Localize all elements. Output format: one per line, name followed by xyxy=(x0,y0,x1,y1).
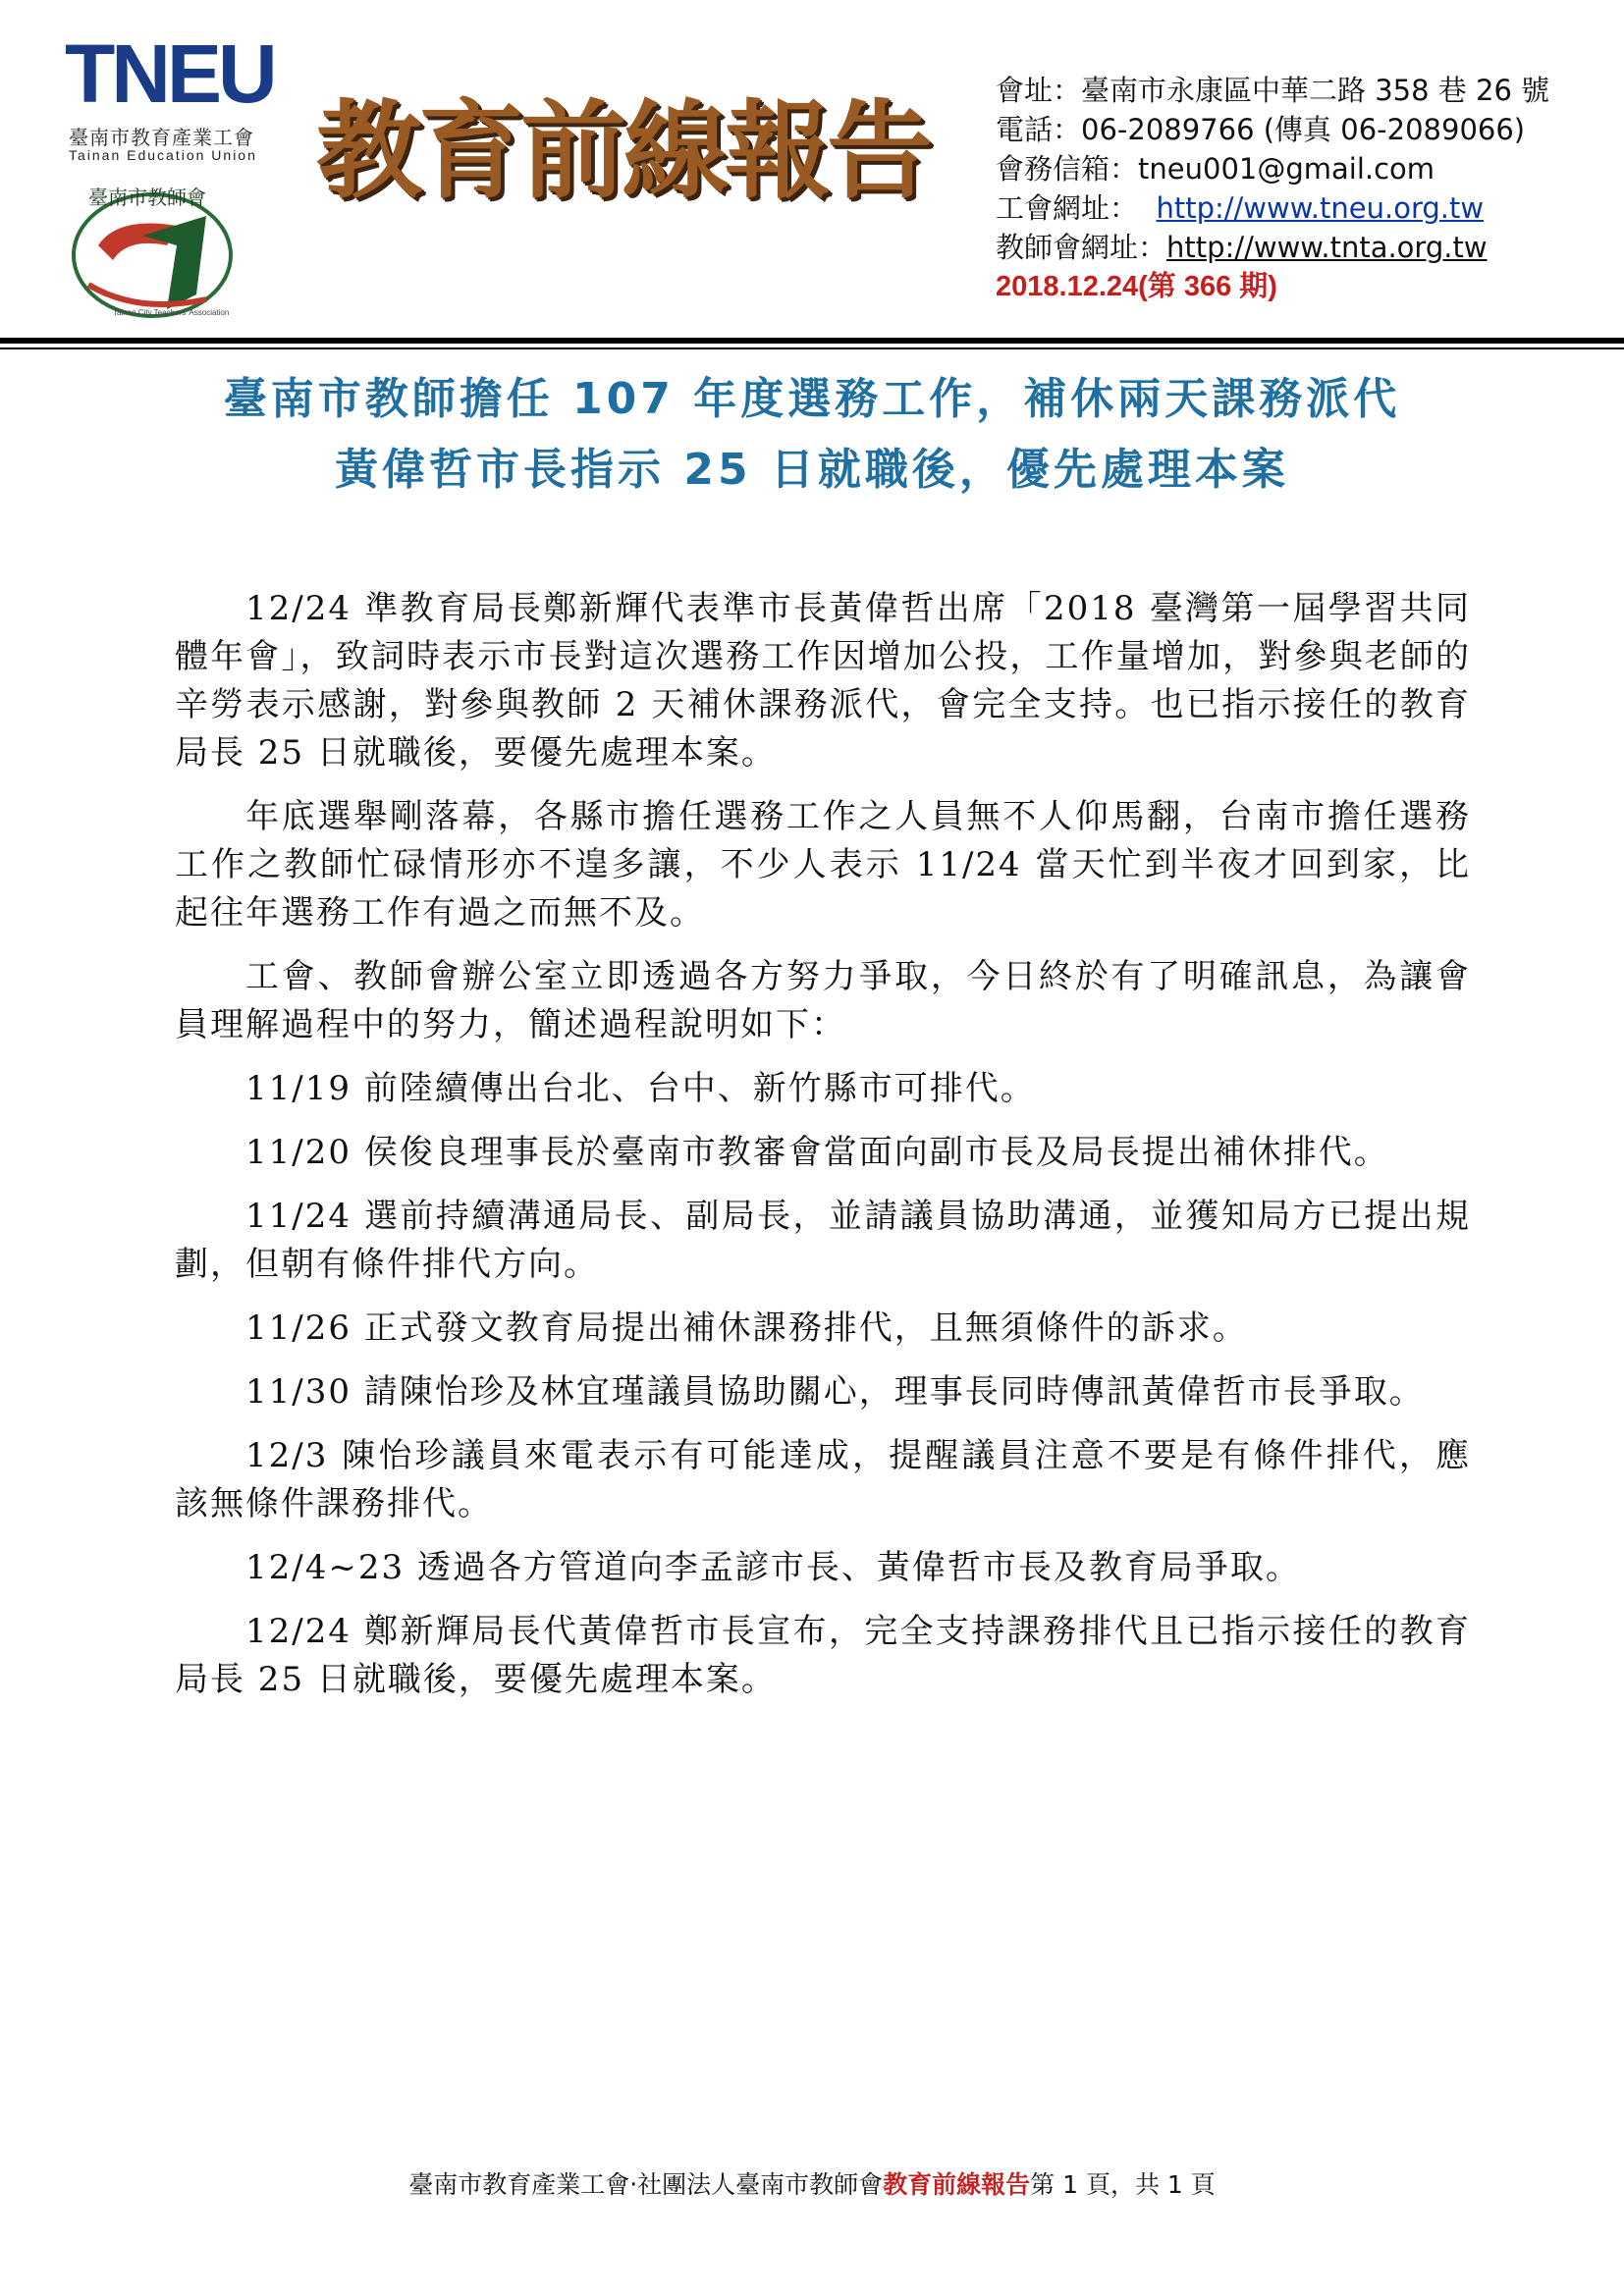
timeline-item: 11/24 選前持續溝通局長、副局長，並請議員協助溝通，並獲知局方已提出規劃，但朝有條件排代方向。 xyxy=(175,1197,1471,1284)
masthead-title: 教育前線報告 xyxy=(316,90,930,213)
contact-email[interactable]: tneu001@gmail.com xyxy=(1138,152,1435,186)
paragraph: 12/24 準教育局長鄭新輝代表準市長黃偉哲出席「2018 臺灣第一屆學習共同體年會」，致詞時表示市長對這次選務工作因增加公投，工作量增加，對參與老師的辛勞表示感謝，對參與教師 2 天補休課務派代，會完全支持。也已指示接任的教育局長 25 日就職後，要優先處理本案。 xyxy=(175,589,1471,773)
article-body xyxy=(175,585,1471,1720)
svg-text:臺南市教師會: 臺南市教師會 xyxy=(88,186,206,209)
timeline-item: 11/20 侯俊良理事長於臺南市教審會當面向副市長及局長提出補休排代。 xyxy=(245,1133,1389,1172)
header-divider-thin xyxy=(0,347,1624,349)
teachers-site-link[interactable]: http://www.tnta.org.tw xyxy=(1166,231,1488,264)
footer-page-number: 第 1 頁，共 1 頁 xyxy=(1030,2170,1216,2199)
contact-block xyxy=(996,71,1624,306)
contact-phone: 電話：06-2089766 (傳真 06-2089066) xyxy=(996,113,1526,146)
association-name-english: Tainan City Teachers' Association xyxy=(113,308,230,317)
timeline-item: 11/30 請陳怡珍及林宜瑾議員協助關心，理事長同時傳訊黃偉哲市長爭取。 xyxy=(245,1372,1425,1412)
issue-date: 2018.12.24(第 366 期) xyxy=(996,271,1277,302)
union-site-label: 工會網址： xyxy=(996,191,1139,225)
timeline-item: 12/3 陳怡珍議員來電表示有可能達成，提醒議員注意不要是有條件排代，應該無條件課務排代。 xyxy=(175,1436,1471,1523)
contact-email-row xyxy=(996,149,1624,188)
union-name-english: Tainan Education Union xyxy=(69,147,257,163)
tneu-logo xyxy=(59,29,304,324)
contact-address: 會址：臺南市永康區中華二路 358 巷 26 號 xyxy=(996,74,1550,107)
tneu-wordmark: TNEU xyxy=(65,27,274,120)
timeline-item: 12/24 鄭新輝局長代黃偉哲市長宣布，完全支持課務排代且已指示接任的教育局長 25 日就職後，要優先處理本案。 xyxy=(175,1612,1471,1699)
paragraph: 工會、教師會辦公室立即透過各方努力爭取，今日終於有了明確訊息，為讓會員理解過程中的努力，簡述過程說明如下： xyxy=(175,957,1471,1044)
header-divider-thick xyxy=(0,338,1624,344)
union-name-chinese: 臺南市教育產業工會 xyxy=(69,128,254,149)
headline-line-2: 黃偉哲市長指示 25 日就職後，優先處理本案 xyxy=(335,445,1289,495)
timeline-item: 12/4~23 透過各方管道向李孟諺市長、黃偉哲市長及教育局爭取。 xyxy=(245,1548,1301,1587)
timeline-item: 11/19 前陸續傳出台北、台中、新竹縣市可排代。 xyxy=(245,1069,1036,1108)
contact-union-site-row xyxy=(996,188,1624,228)
union-site-link[interactable]: http://www.tneu.org.tw xyxy=(1156,191,1485,225)
teachers-site-label: 教師會網址： xyxy=(996,231,1167,264)
footer-publication: 教育前線報告 xyxy=(883,2170,1031,2199)
paragraph: 年底選舉剛落幕，各縣市擔任選務工作之人員無不人仰馬翻，台南市擔任選務工作之教師忙碌情形亦不遑多讓，不少人表示 11/24 當天忙到半夜才回到家，比起往年選務工作有過之而無不及。 xyxy=(175,797,1471,933)
contact-teachers-site-row xyxy=(996,228,1624,267)
footer-org: 臺南市教育產業工會‧社團法人臺南市教師會 xyxy=(408,2170,884,2199)
page-footer xyxy=(0,2165,1624,2201)
teachers-association-seal-icon xyxy=(59,177,285,324)
timeline-item: 11/26 正式發文教育局提出補休課務排代，且無須條件的訴求。 xyxy=(245,1308,1248,1348)
headline-line-1: 臺南市教師擔任 107 年度選務工作，補休兩天課務派代 xyxy=(223,374,1401,424)
page-header xyxy=(0,0,1624,334)
contact-email-label: 會務信箱： xyxy=(996,152,1139,186)
